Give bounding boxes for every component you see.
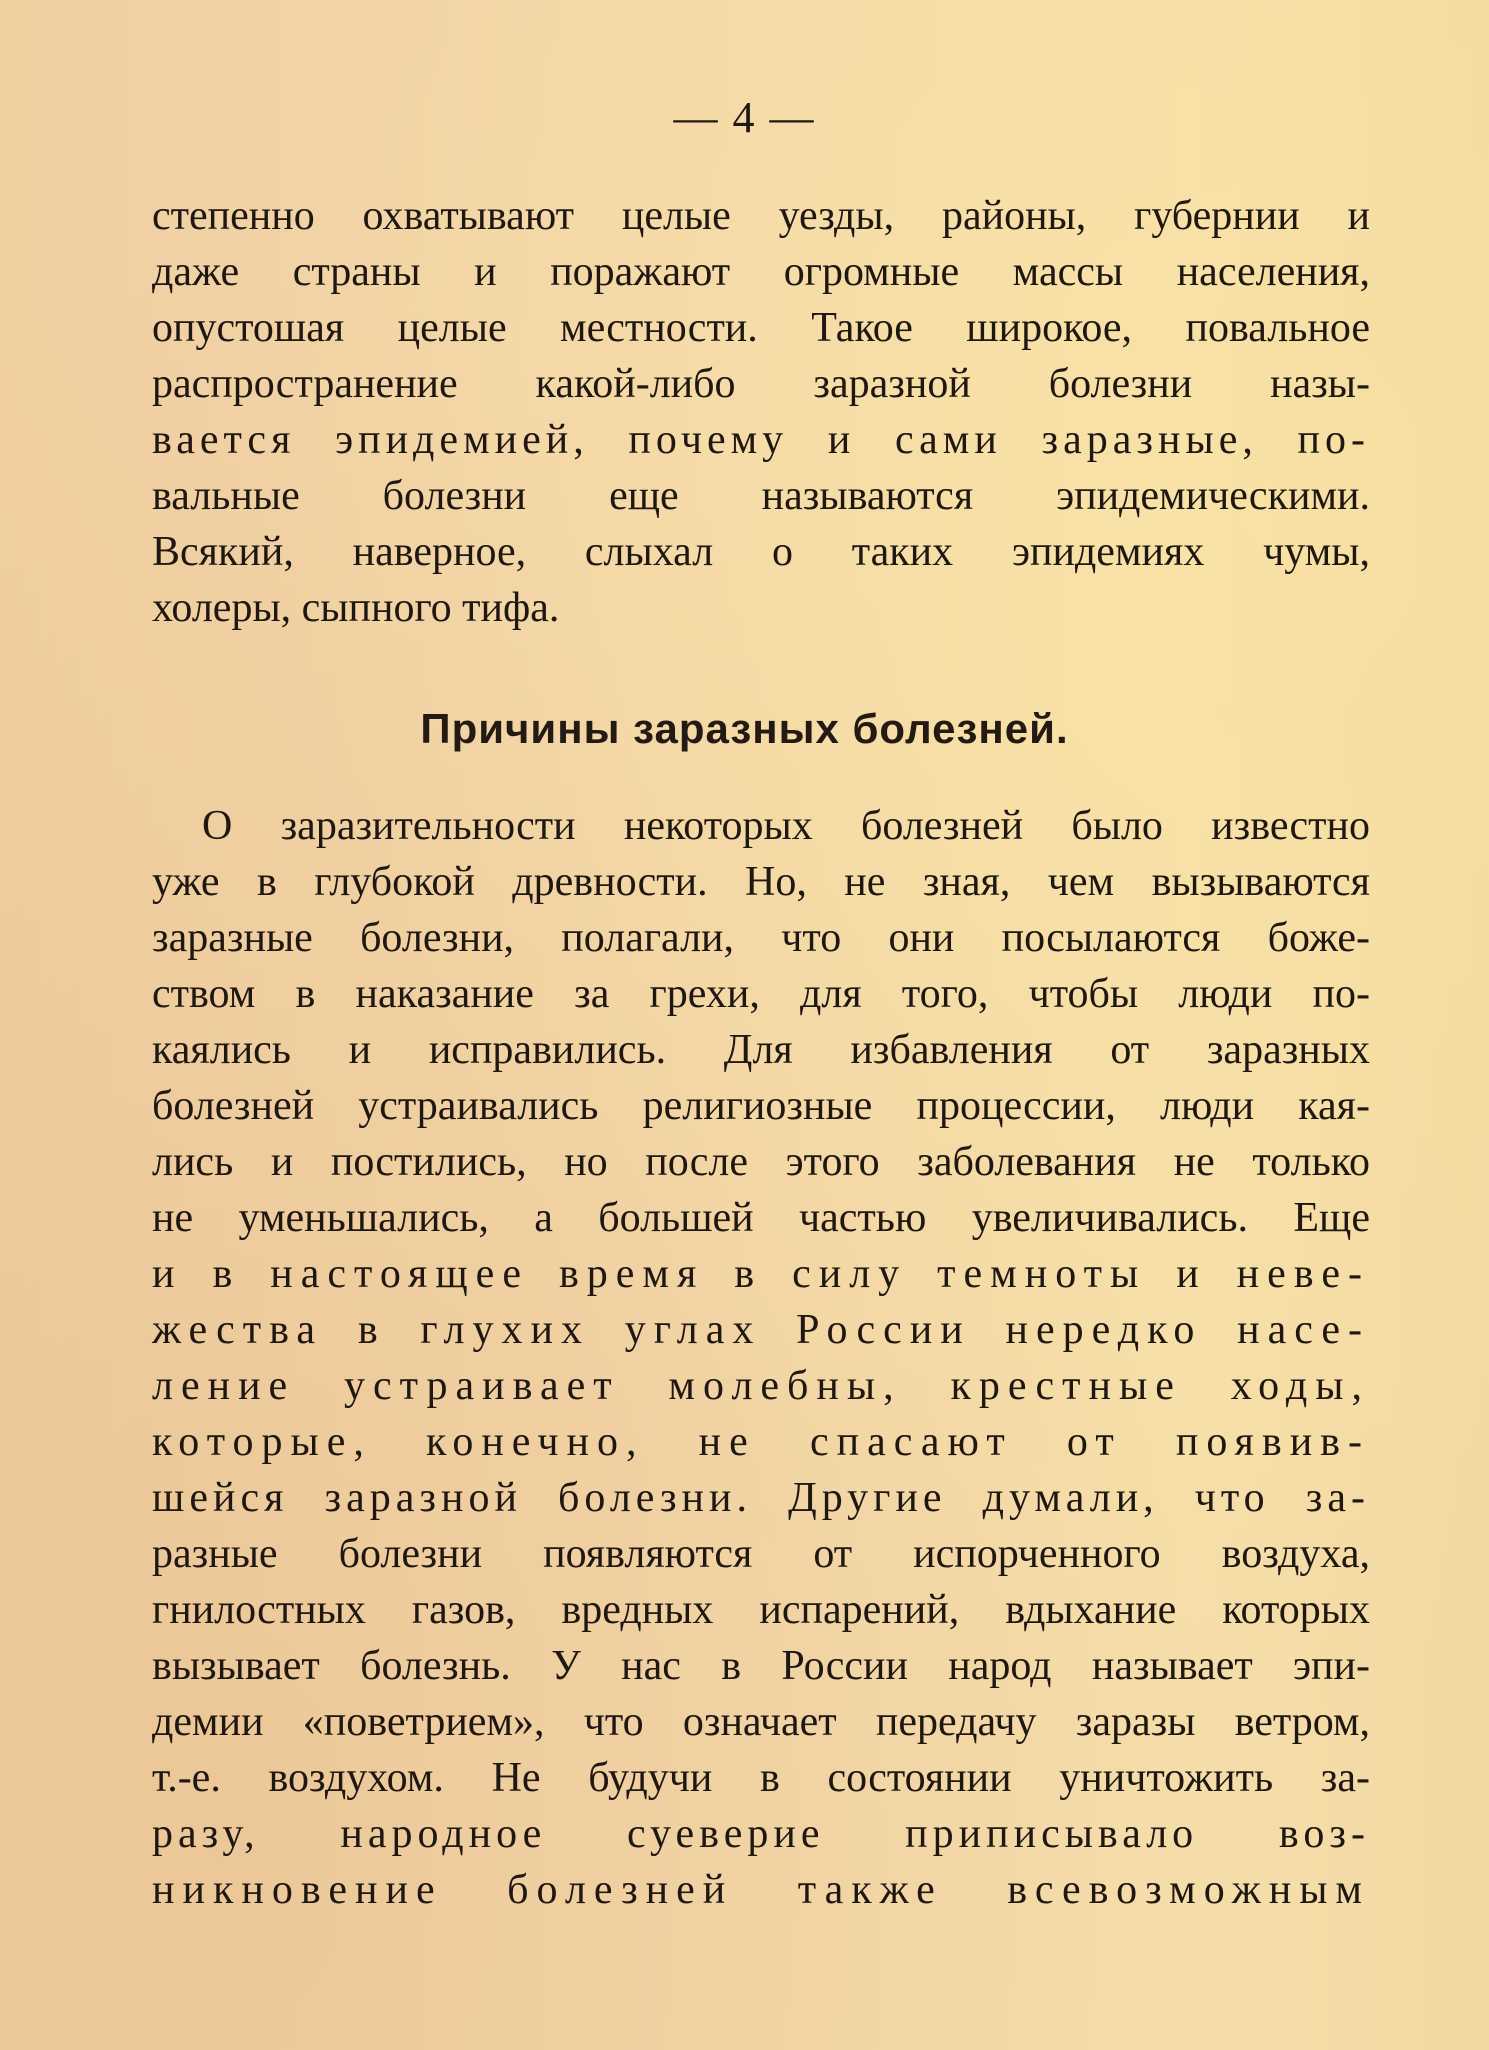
text-line: демии «поветрием», что означает передачу заразы ветром, xyxy=(152,1699,1370,1745)
text-line: ление устраивает молебны, крестные ходы, xyxy=(152,1363,1370,1409)
text-line: вается эпидемией, почему и сами заразные, по- xyxy=(152,417,1370,463)
text-line: ством в наказание за грехи, для того, чтобы люди по- xyxy=(152,971,1370,1017)
text-line: гнилостных газов, вредных испарений, вдыхание которых xyxy=(152,1587,1370,1633)
text-line: лись и постились, но после этого заболевания не только xyxy=(152,1139,1370,1185)
text-line: даже страны и поражают огромные массы населения, xyxy=(152,249,1370,295)
text-line: степенно охватывают целые уезды, районы, губернии и xyxy=(152,193,1370,239)
text-line: уже в глубокой древности. Но, не зная, чем вызываются xyxy=(152,859,1370,905)
text-line: каялись и исправились. Для избавления от заразных xyxy=(152,1027,1370,1073)
text-line: распространение какой-либо заразной болезни назы- xyxy=(152,361,1370,407)
text-line: опустошая целые местности. Такое широкое, повальное xyxy=(152,305,1370,351)
text-line: вызывает болезнь. У нас в России народ называет эпи- xyxy=(152,1643,1370,1689)
text-line: вальные болезни еще называются эпидемическими. xyxy=(152,473,1370,519)
text-line: разные болезни появляются от испорченного воздуха, xyxy=(152,1531,1370,1577)
text-line: жества в глухих углах России нередко насе- xyxy=(152,1307,1370,1353)
text-line: никновение болезней также всевозможным xyxy=(152,1867,1370,1913)
text-line: болезней устраивались религиозные процессии, люди кая- xyxy=(152,1083,1370,1129)
page-number: — 4 — xyxy=(673,93,816,142)
text-line: не уменьшались, а большей частью увеличивались. Еще xyxy=(152,1195,1370,1241)
section-heading: Причины заразных болезней. xyxy=(420,705,1069,752)
text-line: т.-е. воздухом. Не будучи в состоянии уничтожить за- xyxy=(152,1755,1370,1801)
text-line: Всякий, наверное, слыхал о таких эпидемиях чумы, xyxy=(152,529,1370,575)
paragraph-2 xyxy=(152,798,1370,1918)
text-line: заразные болезни, полагали, что они посылаются боже- xyxy=(152,915,1370,961)
text-line: О заразительности некоторых болезней было известно xyxy=(202,803,1370,849)
text-line: холеры, сыпного тифа. xyxy=(152,585,560,631)
text-line: которые, конечно, не спасают от появив- xyxy=(152,1419,1370,1465)
text-line: шейся заразной болезни. Другие думали, что за- xyxy=(152,1475,1370,1521)
text-line: разу, народное суеверие приписывало воз- xyxy=(152,1811,1370,1857)
text-line: и в настоящее время в силу темноты и неве- xyxy=(152,1251,1370,1297)
paragraph-1 xyxy=(152,188,1370,636)
